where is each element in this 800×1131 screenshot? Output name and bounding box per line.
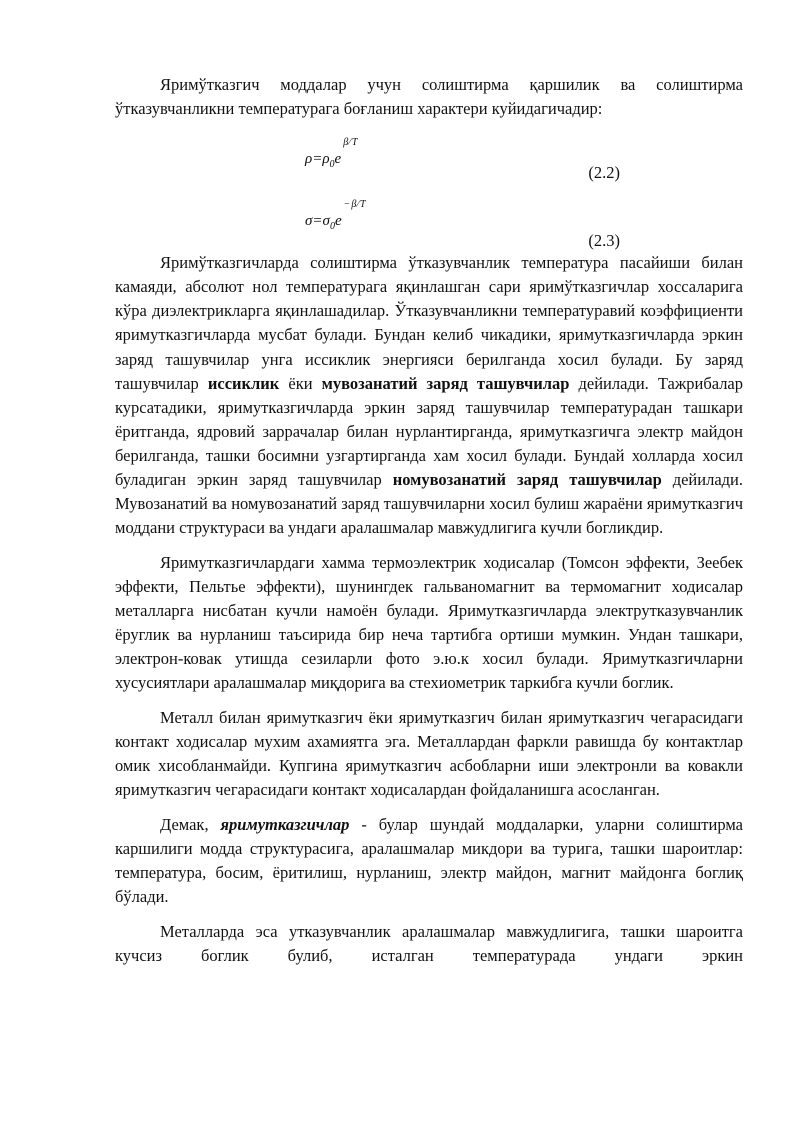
paragraph-contacts: Металл билан яримутказгич ёки яримутказгич билан яримутказгич чегарасидаги контакт ходисалар мухим ахамиятга эга. Металлардан фаркли равишда бу контактлар омик хисобланмайди. Купгина яримутказгич асбобларни иши электронли ва ковакли яримутказгич чегарасидаги контакт ходисалардан фойдаланишга асосланган. xyxy=(115,707,743,800)
formula-2-3 xyxy=(115,181,743,251)
term-equilibrium-carriers: мувозанатий заряд ташувчилар xyxy=(321,373,570,393)
paragraph-thermoelectric: Яримутказгичлардаги хамма термоэлектрик ходисалар (Томсон эффекти, Зеебек эффекти, Пельтье эффекти), шунингдек гальваномагнит ва термомагнит ходисалар металларга нисбатан кучли намоён булади. Яримутказгичларда электрутказувчанлик ёруглик ва нурланиш таъсирида бир неча тартибга ортиши мумкин. Ундан ташкари, электрон-ковак утишда сезиларли фото э.ю.к хосил булади. Яримутказгичларни хусусиятлари аралашмалар миқдорига ва стехиометрик таркибга кучли боглик. xyxy=(115,552,743,693)
paragraph-semiconductor-conductivity: Яримўтказгичларда солиштирма ўтказувчанлик температура пасайиши билан камаяди, абсолют нол температурага яқинлашган сари яримўтказгичлар хоссаларига кўра диэлектрикларга яқинлашадилар. Ўтказувчанликни температуравий коэффициенти яримутказгичларда мусбат булади. Бундан келиб чикадики, яримутказгичларда эркин заряд ташувчилар унга иссиклик энергияси берилганда хосил булади. Бу заряд ташувчилар иссиклик ёки мувозанатий заряд ташувчилар дейилади. Тажрибалар курсатадики, яримутказгичларда эркин заряд ташувчилар температурадан ташкари ёритганда, ядровий заррачалар билан нурлантирганда, яримутказгичга электр майдон берилганда, ташки босимни узгартирганда хам хосил булади. Бундай холларда хосил буладиган эркин заряд ташувчилар номувозанатий заряд ташувчилар дейилади. Мувозанатий ва номувозанатий заряд ташувчиларни хосил булиш жараёни яримутказгич моддани структураси ва ундаги аралашмалар мавжудлигига кучли богликдир. xyxy=(115,253,744,538)
paragraph-intro: Яримўтказгич моддалар учун солиштирма қаршилик ва солиштирма ўтказувчанликни температурага боғланиш характери куйидагичадир: xyxy=(115,75,743,119)
formula-2-3-number: (2.3) xyxy=(588,231,620,251)
formula-2-2-expression: $\rho=\rho_0e^{\beta⁄T}$ xyxy=(305,137,359,171)
document-page xyxy=(115,73,743,968)
term-thermal: иссиклик xyxy=(207,373,280,393)
paragraph-definition: Демак, яримутказгичлар - булар шундай моддаларки, уларни солиштирма каршилиги модда структурасига, аралашмалар микдори ва турига, ташки шароитлар: температура, босим, ёритилиш, нурланиш, электр майдон, магнит майдонга боглиқ бўлади. xyxy=(115,814,743,907)
term-semiconductors: яримутказгичлар xyxy=(220,814,350,834)
term-nonequilibrium-carriers: номувозанатий заряд ташувчилар xyxy=(392,470,662,490)
formula-2-2-number: (2.2) xyxy=(588,163,620,183)
formula-2-3-expression: $\sigma=\sigma_0e^{-\beta⁄T}$ xyxy=(305,199,367,233)
paragraph-metals: Металларда эса утказувчанлик аралашмалар мавжудлигига, ташки шароитга кучсиз боглик булиб, исталган температурада ундаги эркин xyxy=(115,921,743,965)
formula-2-2 xyxy=(115,121,743,181)
